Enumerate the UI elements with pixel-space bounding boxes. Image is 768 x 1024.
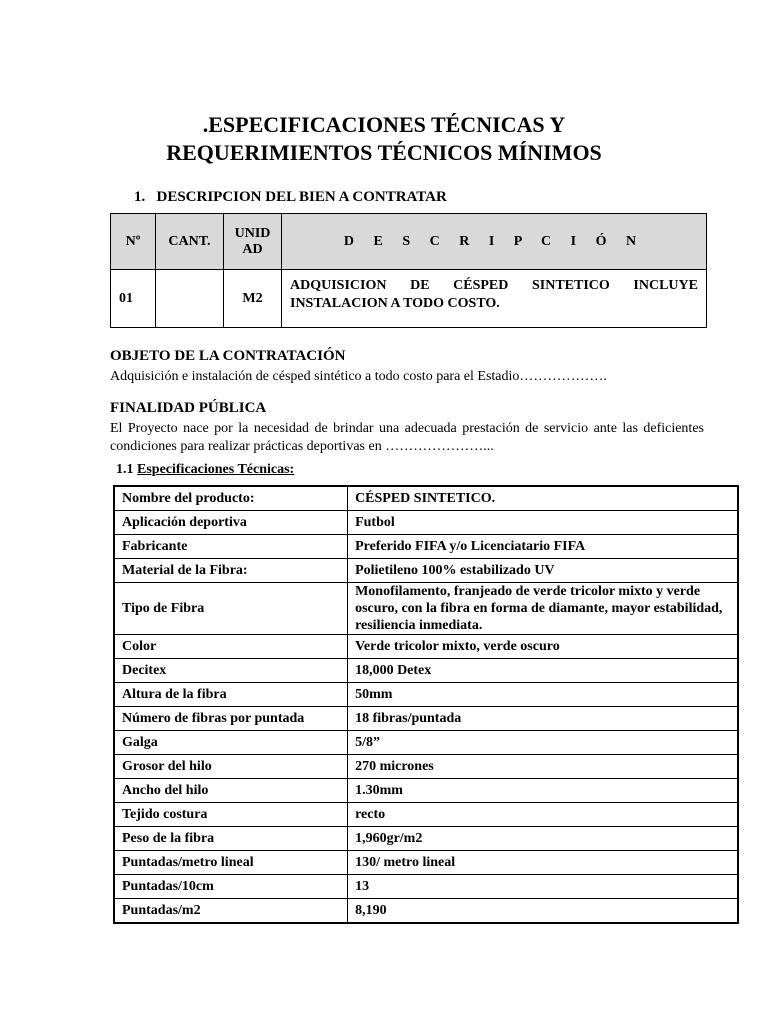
spec-value: 18,000 Detex <box>348 659 738 683</box>
spec-key: Color <box>114 635 348 659</box>
spec-key: Peso de la fibra <box>114 827 348 851</box>
spec-key: Tipo de Fibra <box>114 583 348 635</box>
spec-row <box>114 779 738 803</box>
spec-value: 18 fibras/puntada <box>348 707 738 731</box>
spec-heading-label: Especificaciones Técnicas: <box>137 462 295 477</box>
spec-value: 5/8” <box>348 731 738 755</box>
section-1-number: 1. <box>134 189 146 205</box>
spec-key: Nombre del producto: <box>114 486 348 511</box>
item-table-row <box>111 270 707 328</box>
spec-row <box>114 635 738 659</box>
spec-row <box>114 899 738 924</box>
row-cant <box>156 270 224 328</box>
spec-row <box>114 707 738 731</box>
spec-value: Monofilamento, franjeado de verde tricolor mixto y verde oscuro, con la fibra en forma de diamante, mayor estabilidad, resiliencia inmediata. <box>348 583 738 635</box>
spec-key: Número de fibras por puntada <box>114 707 348 731</box>
spec-value: 1,960gr/m2 <box>348 827 738 851</box>
row-unidad: M2 <box>224 270 282 328</box>
title-line-1: .ESPECIFICACIONES TÉCNICAS Y <box>202 112 566 137</box>
spec-row <box>114 803 738 827</box>
spec-value: 8,190 <box>348 899 738 924</box>
row-descripcion <box>282 270 707 328</box>
header-unidad <box>224 214 282 270</box>
spec-key: Galga <box>114 731 348 755</box>
spec-key: Puntadas/10cm <box>114 875 348 899</box>
spec-key: Puntadas/metro lineal <box>114 851 348 875</box>
spec-key: Ancho del hilo <box>114 779 348 803</box>
spec-row <box>114 511 738 535</box>
item-table-header-row <box>111 214 707 270</box>
spec-key: Altura de la fibra <box>114 683 348 707</box>
spec-value: CÉSPED SINTETICO. <box>348 486 738 511</box>
spec-value: Polietileno 100% estabilizado UV <box>348 559 738 583</box>
spec-table <box>113 485 739 924</box>
section-1-heading <box>134 189 447 206</box>
spec-heading <box>116 462 294 478</box>
header-unidad-line2: AD <box>242 241 263 257</box>
spec-row <box>114 659 738 683</box>
spec-key: Grosor del hilo <box>114 755 348 779</box>
spec-row <box>114 755 738 779</box>
objeto-heading: OBJETO DE LA CONTRATACIÓN <box>110 348 346 364</box>
header-num: Nº <box>111 214 156 270</box>
spec-table-body <box>114 486 738 923</box>
row-descripcion-line2: INSTALACION A TODO COSTO. <box>290 296 500 311</box>
spec-heading-number: 1.1 <box>116 462 134 477</box>
document-title <box>0 111 768 167</box>
spec-key: Decitex <box>114 659 348 683</box>
spec-value: 1.30mm <box>348 779 738 803</box>
spec-value: 130/ metro lineal <box>348 851 738 875</box>
spec-row <box>114 583 738 635</box>
spec-row <box>114 486 738 511</box>
finalidad-text: El Proyecto nace por la necesidad de brindar una adecuada prestación de servicio ante las deficientes condiciones para realizar prácticas deportivas en …………………... <box>110 421 704 454</box>
spec-row <box>114 535 738 559</box>
spec-value: 13 <box>348 875 738 899</box>
objeto-text: Adquisición e instalación de césped sintético a todo costo para el Estadio………………. <box>110 369 607 384</box>
title-line-2: REQUERIMIENTOS TÉCNICOS MÍNIMOS <box>166 140 602 165</box>
spec-value: 50mm <box>348 683 738 707</box>
spec-key: Aplicación deportiva <box>114 511 348 535</box>
row-descripcion-line1: ADQUISICION DE CÉSPED SINTETICO INCLUYE <box>290 278 698 293</box>
spec-key: Fabricante <box>114 535 348 559</box>
spec-key: Tejido costura <box>114 803 348 827</box>
item-table <box>110 213 707 328</box>
row-num: 01 <box>111 270 156 328</box>
spec-value: Preferido FIFA y/o Licenciatario FIFA <box>348 535 738 559</box>
spec-row <box>114 731 738 755</box>
spec-row <box>114 851 738 875</box>
header-descripcion: D E S C R I P C I Ó N <box>282 214 707 270</box>
spec-value: Verde tricolor mixto, verde oscuro <box>348 635 738 659</box>
spec-row <box>114 875 738 899</box>
spec-value: Futbol <box>348 511 738 535</box>
spec-key: Puntadas/m2 <box>114 899 348 924</box>
header-unidad-line1: UNID <box>234 225 271 241</box>
finalidad-heading: FINALIDAD PÚBLICA <box>110 400 267 416</box>
header-cant: CANT. <box>156 214 224 270</box>
section-1-title: DESCRIPCION DEL BIEN A CONTRATAR <box>156 189 447 205</box>
spec-value: 270 micrones <box>348 755 738 779</box>
spec-row <box>114 683 738 707</box>
spec-row <box>114 827 738 851</box>
spec-value: recto <box>348 803 738 827</box>
spec-key: Material de la Fibra: <box>114 559 348 583</box>
spec-row <box>114 559 738 583</box>
